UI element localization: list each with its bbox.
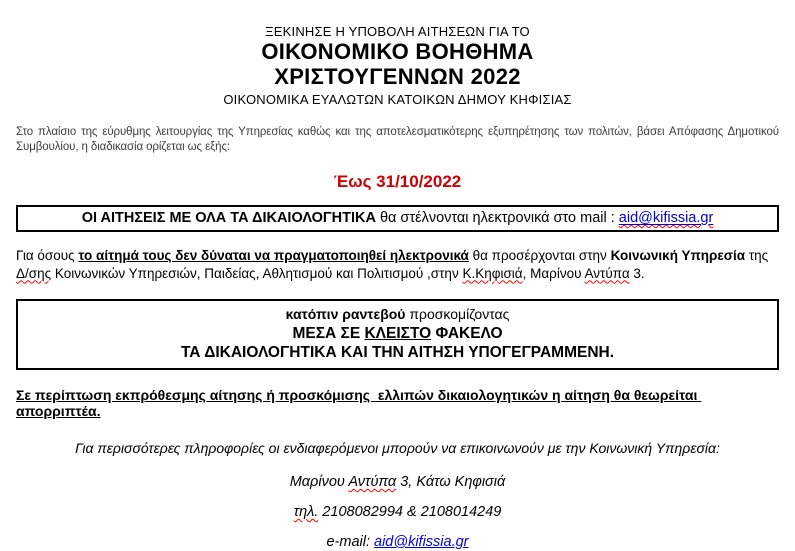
contact-email xyxy=(0,533,795,551)
rejection-notice: Σε περίπτωση εκπρόθεσμης αίτησης ή προσκόμισης ελλιπών δικαιολογητικών η αίτηση θα θεωρείται απορριπτέα. xyxy=(16,387,702,419)
para2-text: θα προσέρχονται στην xyxy=(468,248,611,263)
appointment-line2-underlined: ΚΛΕΙΣΤΟ xyxy=(364,325,432,342)
para2-place: Κ.Κηφισιά xyxy=(462,265,523,281)
address-text: Μαρίνου xyxy=(289,474,349,490)
para2-text: , Μαρίνου xyxy=(522,265,585,281)
appointment-line3: ΤΑ ΔΙΚΑΙΟΛΟΓΗΤΙΚΑ ΚΑΙ ΤΗΝ ΑΙΤΗΣΗ ΥΠΟΓΕΓΡΑΜΜΕΝΗ. xyxy=(180,344,615,361)
para2-text: 3. xyxy=(629,265,645,281)
deadline-text: Έως 31/10/2022 xyxy=(333,172,462,191)
appointment-line2-post: ΦΑΚΕΛΟ xyxy=(431,325,503,342)
para2-bold-service: Κοινωνική Υπηρεσία xyxy=(610,248,746,263)
para2-text: της xyxy=(745,248,769,263)
applications-email-box xyxy=(16,205,779,232)
para2-abbr: Δ/σης xyxy=(16,265,52,281)
email-label: e-mail: xyxy=(326,534,375,550)
para2-text: Κοινωνικών Υπηρεσιών, Παιδείας, Αθλητισμού και Πολιτισμού ,στην xyxy=(51,265,463,281)
document-title-line2: ΧΡΙΣΤΟΥΓΕΝΝΩΝ 2022 xyxy=(274,64,521,89)
document-title-line1: ΟΙΚΟΝΟΜΙΚΟ ΒΟΗΘΗΜΑ xyxy=(261,39,534,64)
address-text: 3, Κάτω Κηφισιά xyxy=(396,474,506,490)
appointment-line1-rest: προσκομίζοντας xyxy=(405,306,510,322)
announcement-line: ΞΕΚΙΝΗΣΕ Η ΥΠΟΒΟΛΗ ΑΙΤΗΣΕΩΝ ΓΙΑ ΤΟ xyxy=(265,24,530,39)
applications-box-bold-text: ΟΙ ΑΙΤΗΣΕΙΣ ΜΕ ΟΛΑ ΤΑ ΔΙΚΑΙΟΛΟΓΗΤΙΚΑ xyxy=(81,210,376,226)
phone-numbers: 2108082994 & 2108014249 xyxy=(318,504,502,520)
phone-label: τηλ. xyxy=(293,504,319,520)
email-link-top[interactable]: aid@kifissia.gr xyxy=(618,210,714,226)
appointment-line1 xyxy=(22,305,773,324)
address-street: Αντύπα xyxy=(348,474,397,490)
contact-phones xyxy=(0,503,795,521)
para2-text: Για όσους xyxy=(16,248,79,263)
applications-box-regular-text: θα στέλνονται ηλεκτρονικά στο mail : xyxy=(375,210,619,226)
para2-emphasis: το αίτημά τους δεν δύναται να πραγματοποιηθεί ηλεκτρονικά xyxy=(78,248,469,263)
para2-street: Αντύπα xyxy=(584,265,630,281)
intro-paragraph: Στο πλαίσιο της εύρυθμης λειτουργίας της Υπηρεσίας καθώς και της αποτελεσματικότερης εξυπηρέτησης των πολιτών, βάσει Απόφασης Δημοτικού Συμβουλίου, η διαδικασία ορίζεται ως εξής: xyxy=(16,126,779,153)
appointment-line2 xyxy=(22,324,773,343)
contact-address xyxy=(0,473,795,491)
spellcheck-wrap xyxy=(619,210,714,226)
in-person-paragraph xyxy=(16,247,779,282)
more-info-line: Για περισσότερες πληροφορίες οι ενδιαφερόμενοι μπορούν να επικοινωνούν με την Κοινωνική Υπηρεσία: xyxy=(75,440,720,456)
appointment-box xyxy=(16,299,779,370)
appointment-line2-pre: ΜΕΣΑ ΣΕ xyxy=(292,325,365,342)
appointment-line1-bold: κατόπιν ραντεβού xyxy=(285,306,406,322)
email-link-bottom[interactable]: aid@kifissia.gr xyxy=(374,534,469,550)
document-subtitle: ΟΙΚΟΝΟΜΙΚΑ ΕΥΑΛΩΤΩΝ ΚΑΤΟΙΚΩΝ ΔΗΜΟΥ ΚΗΦΙΣΙΑΣ xyxy=(223,92,572,107)
